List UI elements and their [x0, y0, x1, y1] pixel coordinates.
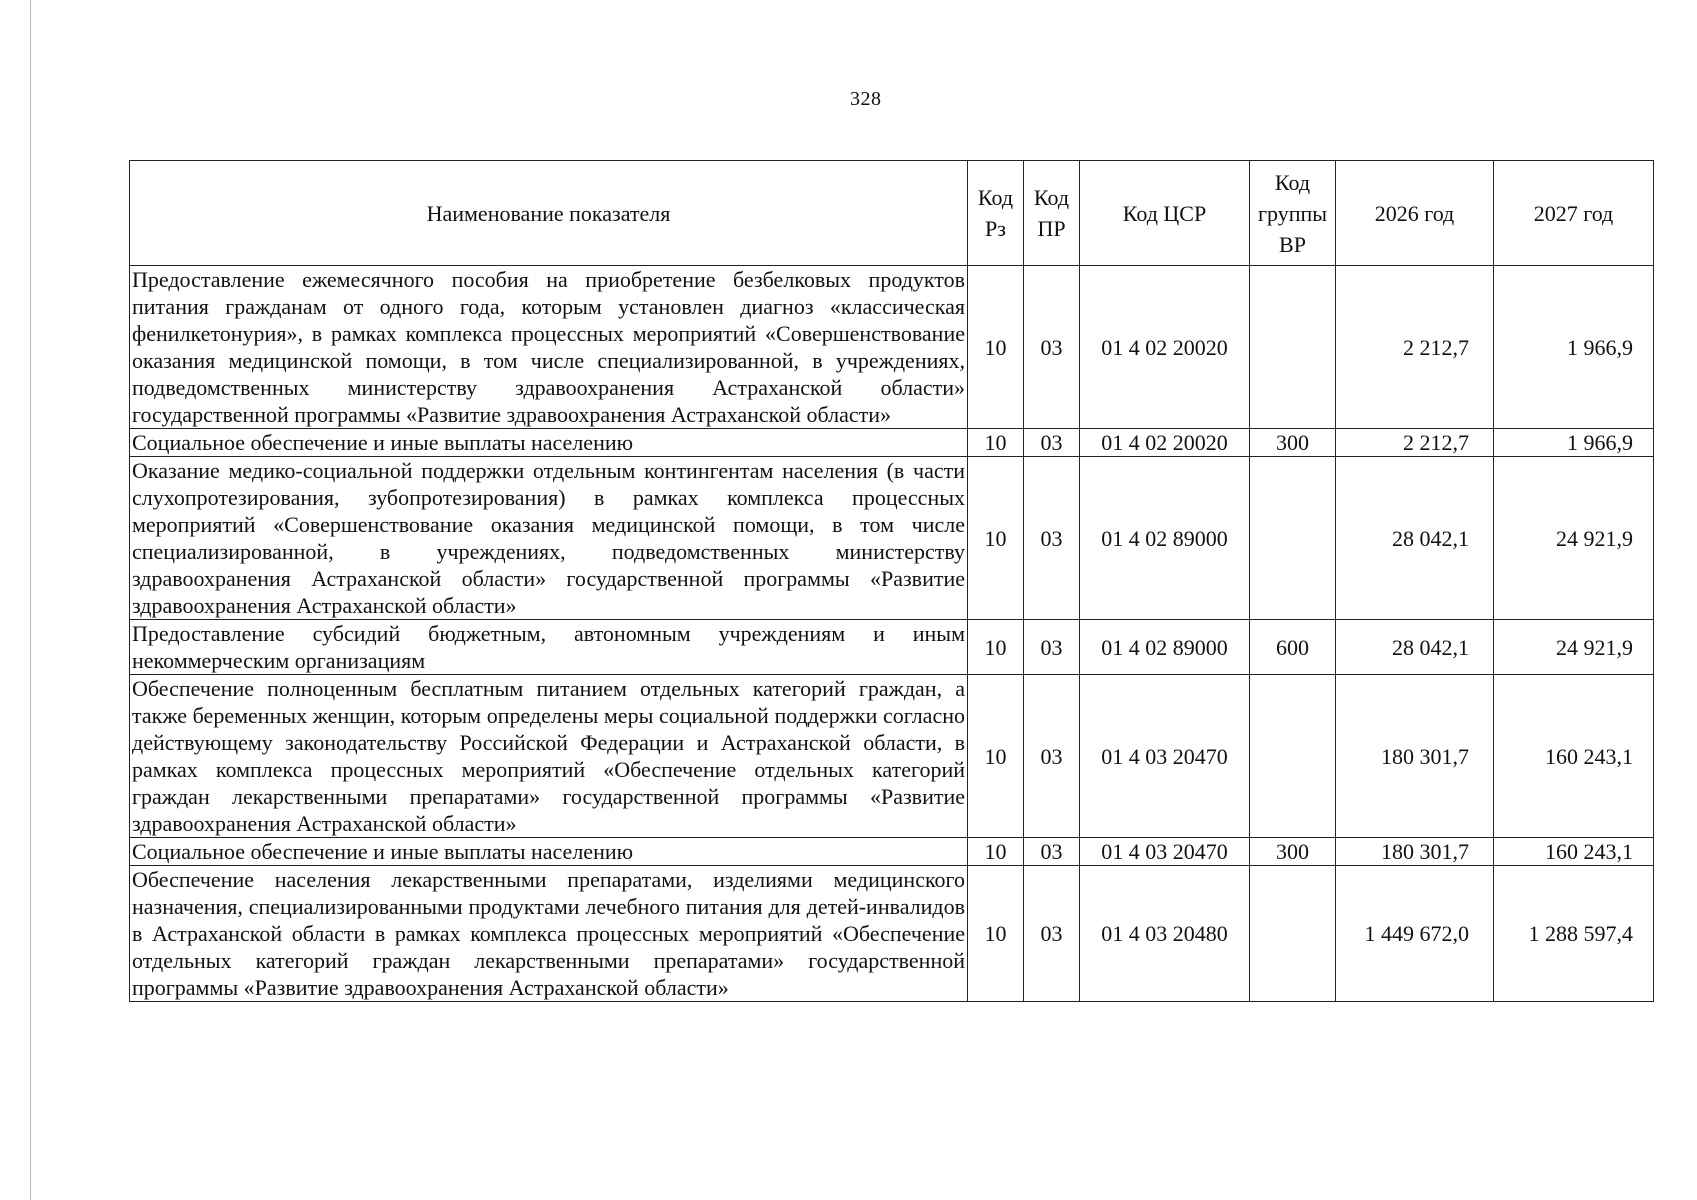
row-2027: 1 966,9: [1494, 266, 1654, 429]
row-pr: 03: [1024, 266, 1080, 429]
row-vr: 300: [1250, 429, 1336, 457]
row-name: Социальное обеспечение и иные выплаты населению: [130, 838, 968, 866]
row-pr: 03: [1024, 866, 1080, 1002]
page-number: 328: [850, 88, 882, 110]
row-2026: 2 212,7: [1336, 429, 1494, 457]
row-csr: 01 4 02 89000: [1080, 457, 1250, 620]
row-2027: 24 921,9: [1494, 620, 1654, 675]
header-2026: 2026 год: [1336, 161, 1494, 266]
row-csr: 01 4 02 89000: [1080, 620, 1250, 675]
header-csr: Код ЦСР: [1080, 161, 1250, 266]
row-name: Обеспечение населения лекарственными препаратами, изделиями медицинского назначения, специализированными продуктами лечебного питания для детей-инвалидов в Астраханской области в рамках комплекса процессных мероприятий «Обеспечение отдельных категорий граждан лекарственными препаратами» государственной программы «Развитие здравоохранения Астраханской области»: [130, 866, 968, 1002]
row-name: Предоставление субсидий бюджетным, автономным учреждениям и иным некоммерческим организациям: [130, 620, 968, 675]
row-2026: 1 449 672,0: [1336, 866, 1494, 1002]
row-rz: 10: [968, 675, 1024, 838]
row-2026: 180 301,7: [1336, 838, 1494, 866]
row-rz: 10: [968, 457, 1024, 620]
row-vr: [1250, 675, 1336, 838]
row-2027: 160 243,1: [1494, 838, 1654, 866]
row-pr: 03: [1024, 675, 1080, 838]
row-csr: 01 4 03 20470: [1080, 675, 1250, 838]
table-row: [130, 429, 1654, 457]
header-name: Наименование показателя: [130, 161, 968, 266]
row-pr: 03: [1024, 620, 1080, 675]
row-csr: 01 4 03 20480: [1080, 866, 1250, 1002]
row-vr: [1250, 266, 1336, 429]
table-row: [130, 457, 1654, 620]
header-pr: Код ПР: [1024, 161, 1080, 266]
row-2026: 180 301,7: [1336, 675, 1494, 838]
row-rz: 10: [968, 620, 1024, 675]
row-2027: 160 243,1: [1494, 675, 1654, 838]
row-csr: 01 4 03 20470: [1080, 838, 1250, 866]
row-2026: 2 212,7: [1336, 266, 1494, 429]
row-name: Обеспечение полноценным бесплатным питанием отдельных категорий граждан, а также беременных женщин, которым определены меры социальной поддержки согласно действующему законодательству Российской Федерации и Астраханской области, в рамках комплекса процессных мероприятий «Обеспечение отдельных категорий граждан лекарственными препаратами» государственной программы «Развитие здравоохранения Астраханской области»: [130, 675, 968, 838]
row-2026: 28 042,1: [1336, 457, 1494, 620]
row-rz: 10: [968, 838, 1024, 866]
row-vr: 600: [1250, 620, 1336, 675]
row-pr: 03: [1024, 429, 1080, 457]
row-rz: 10: [968, 266, 1024, 429]
row-pr: 03: [1024, 838, 1080, 866]
left-margin-line: [30, 0, 31, 1200]
row-pr: 03: [1024, 457, 1080, 620]
row-vr: [1250, 457, 1336, 620]
header-vr: Код группы ВР: [1250, 161, 1336, 266]
row-rz: 10: [968, 429, 1024, 457]
row-name: Социальное обеспечение и иные выплаты населению: [130, 429, 968, 457]
row-2027: 1 966,9: [1494, 429, 1654, 457]
row-csr: 01 4 02 20020: [1080, 266, 1250, 429]
row-rz: 10: [968, 866, 1024, 1002]
row-vr: [1250, 866, 1336, 1002]
row-name: Предоставление ежемесячного пособия на приобретение безбелковых продуктов питания гражданам от одного года, которым установлен диагноз «классическая фенилкетонурия», в рамках комплекса процессных мероприятий «Совершенствование оказания медицинской помощи, в том числе специализированной, в учреждениях, подведомственных министерству здравоохранения Астраханской области» государственной программы «Развитие здравоохранения Астраханской области»: [130, 266, 968, 429]
row-csr: 01 4 02 20020: [1080, 429, 1250, 457]
table-row: [130, 838, 1654, 866]
row-2027: 24 921,9: [1494, 457, 1654, 620]
table-header-row: [130, 161, 1654, 266]
table-row: [130, 266, 1654, 429]
header-2027: 2027 год: [1494, 161, 1654, 266]
budget-table: [129, 160, 1654, 1002]
row-2027: 1 288 597,4: [1494, 866, 1654, 1002]
row-2026: 28 042,1: [1336, 620, 1494, 675]
table-row: [130, 675, 1654, 838]
row-name: Оказание медико-социальной поддержки отдельным контингентам населения (в части слухопротезирования, зубопротезирования) в рамках комплекса процессных мероприятий «Совершенствование оказания медицинской помощи, в том числе специализированной, в учреждениях, подведомственных министерству здравоохранения Астраханской области» государственной программы «Развитие здравоохранения Астраханской области»: [130, 457, 968, 620]
row-vr: 300: [1250, 838, 1336, 866]
table-row: [130, 866, 1654, 1002]
header-rz: Код Рз: [968, 161, 1024, 266]
table-row: [130, 620, 1654, 675]
